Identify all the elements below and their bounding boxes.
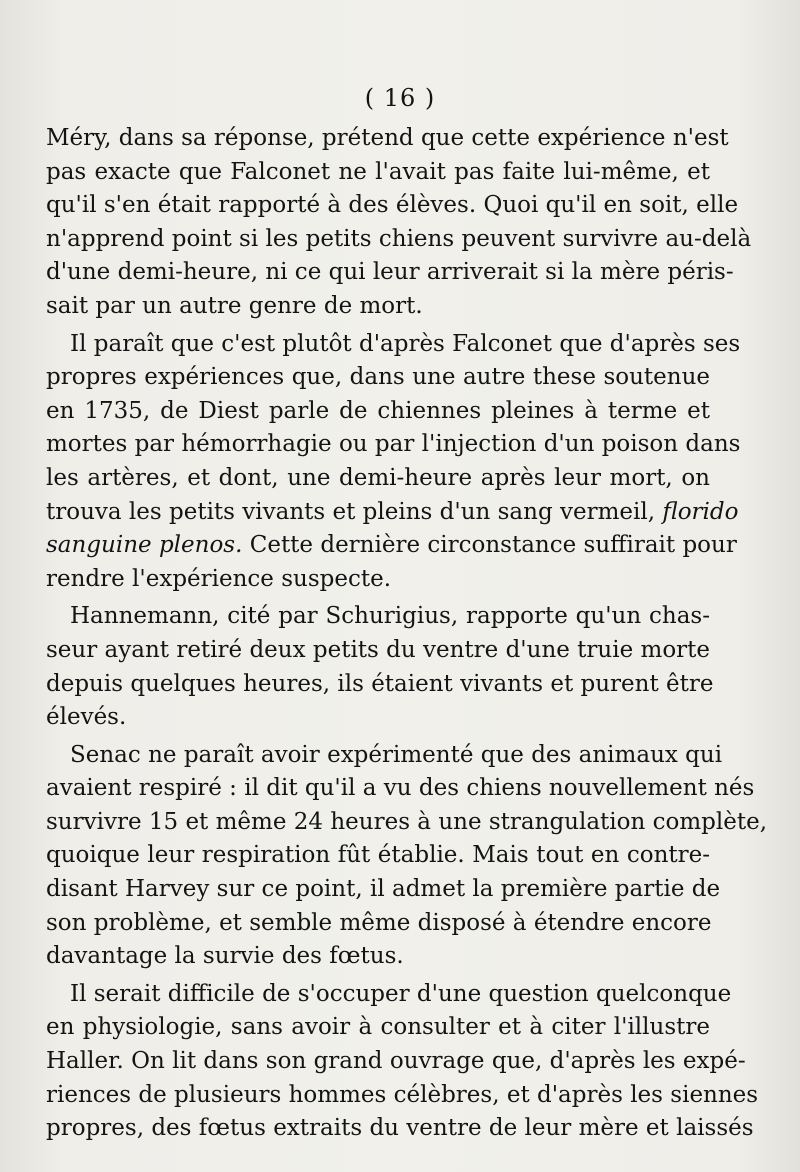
text-line: pas exacte que Falconet ne l'avait pas faite lui-même, et [46,158,710,185]
paragraph-5 [46,978,759,1146]
paragraph-3 [46,600,714,734]
text-line: rendre l'expérience suspecte. [46,565,392,592]
text-line: riences de plusieurs hommes célèbres, et d'après les siennes [46,1081,759,1108]
text-line: en physiologie, sans avoir à consulter et à citer l'illustre [46,1014,710,1041]
body-text [46,122,768,1146]
paragraph-1 [46,122,752,324]
text-line-with-italic [46,496,739,530]
text-line: survivre 15 et même 24 heures à une strangulation complète, [46,808,768,835]
text-line: d'une demi-heure, ni ce qui leur arriverait si la mère péris- [46,259,734,286]
text-line: mortes par hémorrhagie ou par l'injection d'un poison dans [46,431,741,458]
text-line: qu'il s'en était rapporté à des élèves. Quoi qu'il en soit, elle [46,192,739,219]
text-line: Haller. On lit dans son grand ouvrage que, d'après les expé- [46,1048,746,1075]
text-line: propres expériences que, dans une autre these soutenue [46,364,710,391]
text-line: Méry, dans sa réponse, prétend que cette expérience n'est [46,125,729,151]
text-line: seur ayant retiré deux petits du ventre d'une truie morte [46,636,711,663]
text-line: les artères, et dont, une demi-heure après leur mort, on [46,464,710,491]
paragraph-4 [46,739,768,974]
text-span: Cette dernière circonstance suffirait pour [249,532,737,559]
text-line: Il serait difficile de s'occuper d'une question quelconque [70,980,732,1007]
text-line: élevés. [46,704,127,731]
text-line: avaient respiré : il dit qu'il a vu des chiens nouvellement nés [46,775,755,802]
page-number: ( 16 ) [364,84,436,112]
text-line-with-italic [46,529,737,563]
italic-latin-phrase: florido [662,498,739,525]
text-line: Il paraît que c'est plutôt d'après Falconet que d'après ses [70,330,741,357]
text-line: quoique leur respiration fût établie. Mais tout en contre- [46,842,710,869]
text-line: depuis quelques heures, ils étaient vivants et purent être [46,670,714,697]
text-line: Hannemann, cité par Schurigius, rapporte qu'un chas- [70,603,710,630]
text-line: davantage la survie des fœtus. [46,943,404,970]
italic-latin-phrase: sanguine plenos. [46,532,243,559]
text-line: propres, des fœtus extraits du ventre de leur mère et laissés [46,1115,754,1142]
text-line: n'apprend point si les petits chiens peuvent survivre au-delà [46,225,752,252]
paragraph-2 [46,328,741,597]
text-line: disant Harvey sur ce point, il admet la première partie de [46,876,721,903]
text-line: son problème, et semble même disposé à étendre encore [46,909,712,936]
text-span: trouva les petits vivants et pleins d'un sang vermeil, [46,498,656,525]
text-line: en 1735, de Diest parle de chiennes pleines à terme et [46,397,710,424]
text-line: Senac ne paraît avoir expérimenté que des animaux qui [70,741,723,768]
text-line: sait par un autre genre de mort. [46,292,423,319]
